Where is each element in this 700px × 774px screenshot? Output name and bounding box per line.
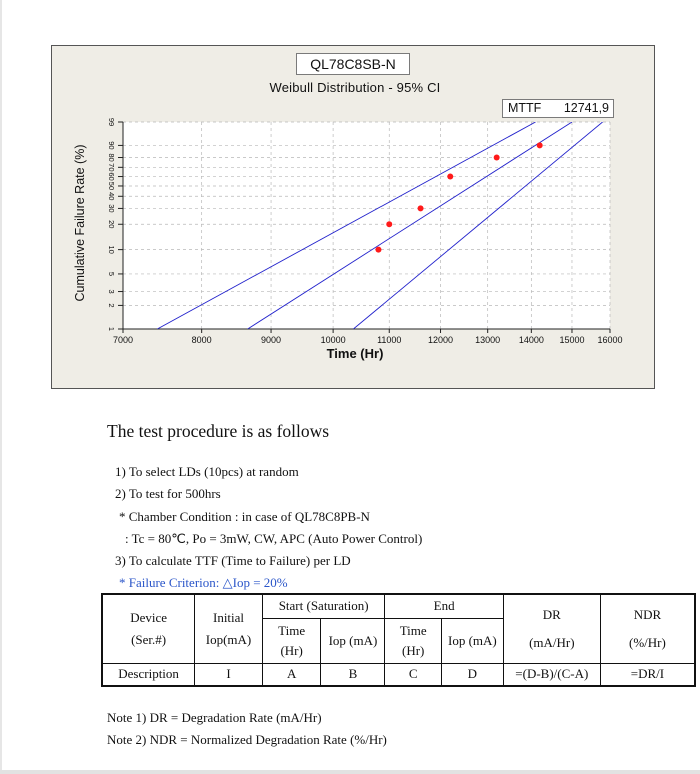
header-end-time-line1: Time — [399, 622, 427, 638]
x-tick-label: 12000 — [428, 335, 454, 345]
cell-end-iop: D — [441, 663, 503, 686]
chart-title: QL78C8SB-N — [296, 53, 410, 75]
weibull-chart — [52, 46, 656, 390]
header-initial-line2: Iop(mA) — [205, 631, 252, 647]
y-tick-label: 80 — [107, 153, 117, 162]
header-ndr — [600, 594, 695, 663]
y-tick-label: 30 — [107, 204, 117, 213]
header-dr — [503, 594, 600, 663]
header-end-time-line2: (Hr) — [402, 642, 425, 658]
y-tick-label: 40 — [107, 192, 117, 201]
y-tick-label: 50 — [107, 181, 117, 191]
failure-criterion: * Failure Criterion: △Iop = 20% — [119, 575, 288, 590]
header-dr-label: DR — [542, 606, 561, 622]
header-ndr-label: NDR — [633, 606, 662, 622]
x-tick-label: 8000 — [191, 335, 212, 345]
page-bottom-edge — [0, 770, 700, 774]
step-2-condition: * Chamber Condition : in case of QL78C8PB-N — [119, 509, 370, 524]
y-axis-label: Cumulative Failure Rate (%) — [73, 144, 87, 302]
y-tick-label: 90 — [107, 141, 117, 150]
header-start-time-line2: (Hr) — [280, 642, 303, 658]
x-tick-label: 9000 — [261, 335, 282, 345]
x-tick-label: 14000 — [518, 335, 544, 345]
results-table — [101, 593, 696, 687]
header-initial — [195, 594, 263, 663]
mttf-value: 12741,9 — [563, 101, 609, 115]
mttf-label: MTTF — [508, 101, 542, 115]
mttf-box — [502, 99, 614, 118]
failure-data-point — [537, 142, 543, 148]
header-start-iop: Iop (mA) — [321, 618, 385, 663]
failure-data-point — [447, 174, 453, 180]
step-2-parameters: : Tc = 80℃, Po = 3mW, CW, APC (Auto Power Control) — [125, 531, 423, 546]
failure-data-point — [375, 247, 381, 253]
note-1: Note 1) DR = Degradation Rate (mA/Hr) — [107, 710, 322, 725]
page-left-edge — [0, 0, 2, 774]
chart-subtitle: Weibull Distribution - 95% CI — [269, 80, 441, 95]
cell-end-time: C — [385, 663, 442, 686]
y-tick-label: 99 — [107, 117, 117, 127]
header-start: Start (Saturation) — [262, 594, 385, 618]
failure-data-point — [494, 155, 500, 161]
cell-start-time: A — [262, 663, 321, 686]
header-start-time-line1: Time — [278, 622, 306, 638]
y-tick-label: 10 — [107, 245, 117, 254]
cell-dr-formula: =(D-B)/(C-A) — [503, 663, 600, 686]
step-1: 1) To select LDs (10pcs) at random — [115, 464, 299, 479]
cell-description: Description — [102, 663, 195, 686]
header-ndr-unit: (%/Hr) — [629, 634, 666, 650]
y-tick-label: 20 — [107, 220, 117, 229]
step-3: 3) To calculate TTF (Time to Failure) per LD — [115, 553, 351, 568]
x-tick-label: 16000 — [597, 335, 623, 345]
cell-start-iop: B — [321, 663, 385, 686]
y-tick-label: 5 — [107, 271, 117, 277]
header-end-iop: Iop (mA) — [441, 618, 503, 663]
header-dr-unit: (mA/Hr) — [529, 634, 575, 650]
y-tick-label: 1 — [107, 326, 117, 332]
failure-data-point — [418, 205, 424, 211]
x-tick-label: 13000 — [475, 335, 501, 345]
cell-initial: I — [195, 663, 263, 686]
procedure-heading: The test procedure is as follows — [107, 421, 330, 441]
y-tick-label: 70 — [107, 163, 117, 172]
y-tick-label: 60 — [107, 172, 117, 181]
x-tick-label: 10000 — [320, 335, 346, 345]
plot-area — [123, 122, 610, 329]
header-initial-line1: Initial — [212, 609, 245, 625]
note-2: Note 2) NDR = Normalized Degradation Rate (%/Hr) — [107, 732, 387, 747]
x-tick-label: 7000 — [112, 335, 134, 345]
y-tick-label: 2 — [107, 303, 117, 308]
header-end-time — [385, 618, 442, 663]
weibull-chart-panel — [51, 45, 655, 389]
header-device — [102, 594, 195, 663]
x-tick-label: 15000 — [559, 335, 585, 345]
x-axis-label: Time (Hr) — [326, 346, 384, 361]
header-start-time — [262, 618, 321, 663]
header-device-line2: (Ser.#) — [131, 631, 167, 647]
header-device-line1: Device — [130, 609, 167, 625]
x-tick-label: 11000 — [377, 335, 402, 345]
cell-ndr-formula: =DR/I — [600, 663, 695, 686]
y-tick-label: 3 — [107, 289, 117, 294]
header-end: End — [385, 594, 503, 618]
failure-data-point — [386, 221, 392, 227]
step-2: 2) To test for 500hrs — [115, 486, 221, 501]
